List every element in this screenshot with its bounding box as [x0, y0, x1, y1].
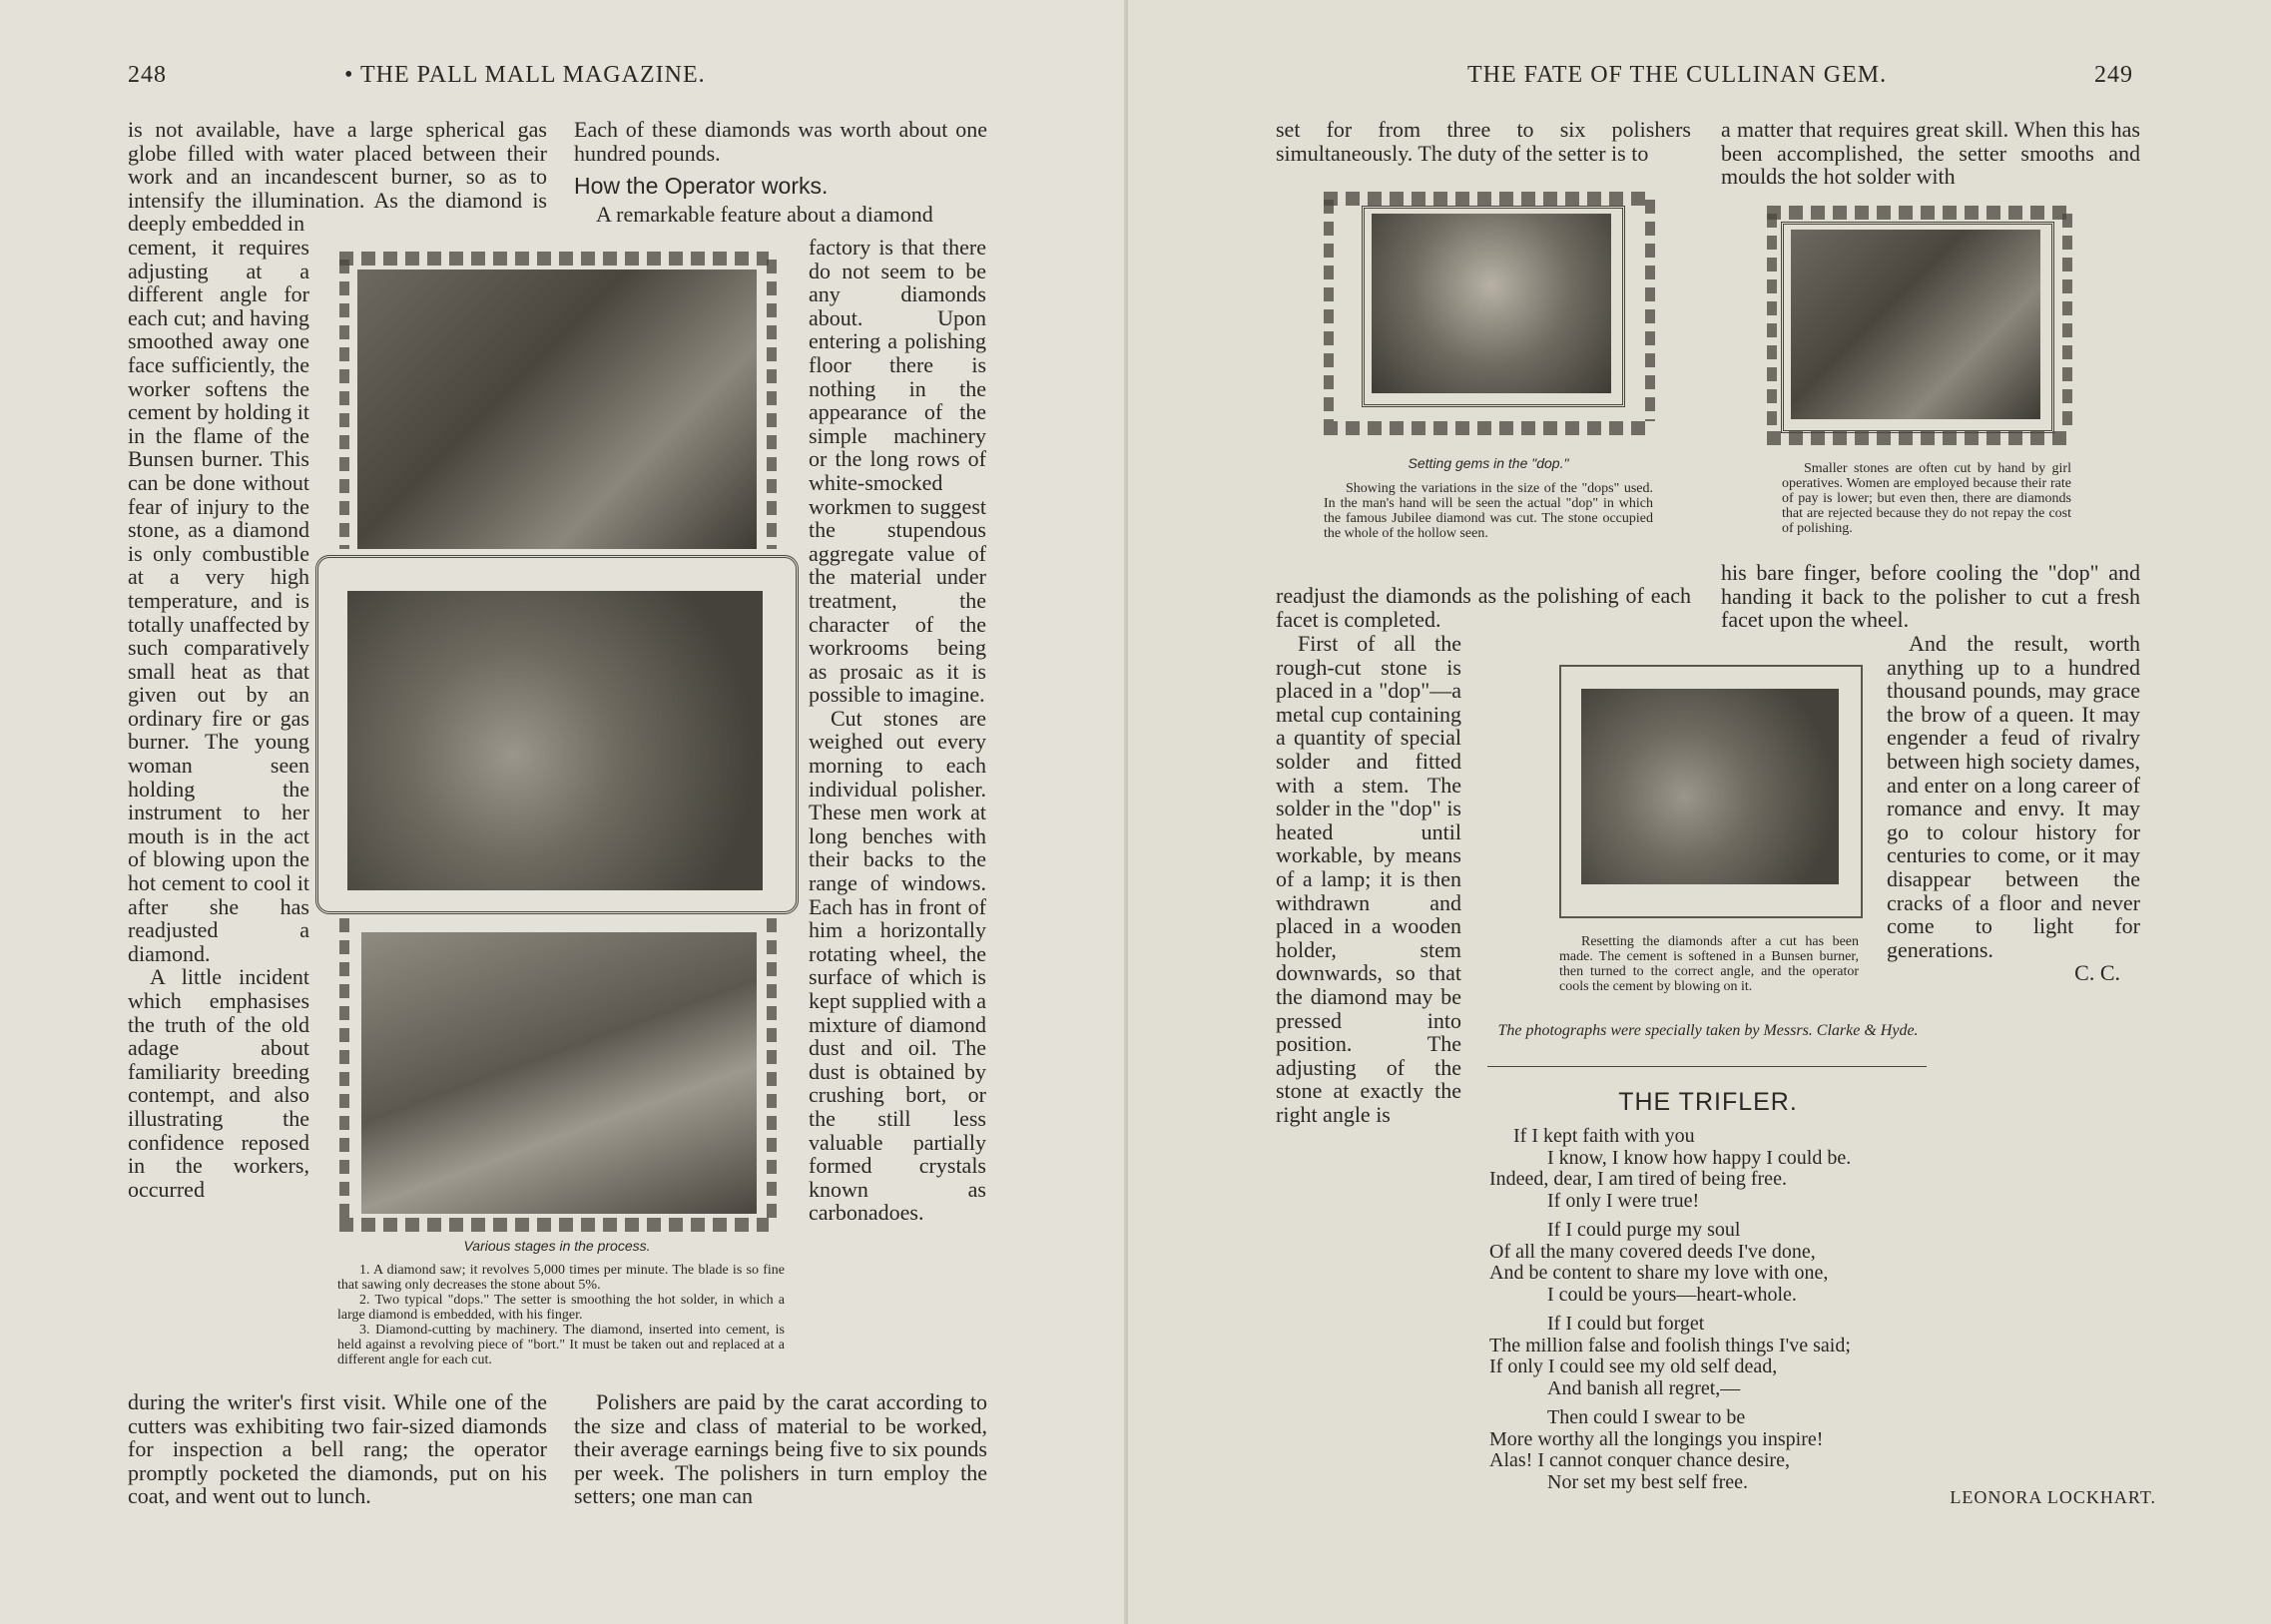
photo-setting-gems: [1372, 214, 1611, 393]
left-page: [0, 0, 1128, 1624]
left-col2-top: Each of these diamonds was worth about one hundred pounds. How the Operator works. A remarkable feature about a diamond: [574, 117, 987, 227]
left-col2-narrow: factory is that there do not seem to be any diamonds about. Upon entering a polishing floor there is nothing in the appearance of the simple machinery or the long rows of white-smocked workmen to suggest the stupendous aggregate value of the material under treatment, the character of the workrooms being as prosaic as it is possible to imagine. Cut stones are weighed out every morning to each individual polisher. These men work at long benches with their backs to the range of windows. Each has in front of him a horizontally rotating wheel, the surface of which is kept supplied with a mixture of diamond dust and oil. The dust is obtained by crushing bort, or the still less valuable partially formed crystals known as carbonadoes.: [809, 235, 986, 1226]
left-col2-bottom: Polishers are paid by the carat according to the size and class of material to be worked, their average earnings being five to six pounds per week. The polishers in turn employ the setters; one man can: [574, 1389, 987, 1509]
ornament-right-1: [767, 260, 777, 549]
page-number-right: 249: [2094, 62, 2133, 88]
ornament-fig1-top: [1324, 192, 1653, 206]
left-col1-bottom: during the writer's first visit. While one of the cutters was exhibiting two fair-sized diamonds for inspection a bell rang; the operator promptly pocketed the diamonds, put on his coat, and went out to lunch.: [128, 1389, 547, 1509]
photo-diamond-cutting-machine: [361, 932, 757, 1214]
right-col1-top: set for from three to six polishers simultaneously. The duty of the setter is to: [1276, 117, 1691, 166]
right-page: [1128, 0, 2271, 1624]
signature-cc: C. C.: [2074, 960, 2120, 986]
fig3-caption: Resetting the diamonds after a cut has been made. The cement is softened in a Bunsen burner, then turned to the correct angle, and the operator cools the cement by blowing on it.: [1559, 934, 1859, 994]
ornament-left-1: [339, 260, 349, 549]
right-col2-top: a matter that requires great skill. When this has been accomplished, the setter smooths and moulds the hot solder with: [1721, 117, 2140, 190]
photo-diamond-saw: [357, 270, 757, 549]
ornament-fig1-right: [1645, 200, 1655, 421]
right-col2-narrow: And the result, worth anything up to a hundred thousand pounds, may grace the brow of a queen. It may engender a feud of rivalry between high society dames, and enter on a long career of romance and envy. It may go to colour history for centuries to come, or it may disappear between the cracks of a floor and never come to light for generations. C. C.: [1887, 631, 2140, 986]
ornament-fig2-bottom: [1767, 431, 2072, 445]
photo-two-dops: [347, 591, 763, 890]
photo-resetting-diamonds: [1581, 689, 1839, 884]
photo-girl-operatives: [1791, 230, 2040, 419]
poem-title: THE TRIFLER.: [1618, 1088, 1798, 1116]
ornament-top: [339, 252, 769, 266]
right-col1-mid: readjust the diamonds as the polishing of each facet is completed.: [1276, 583, 1691, 632]
plate-title: Various stages in the process.: [463, 1238, 651, 1254]
right-col2-mid: his bare finger, before cooling the "dop" and handing it back to the polisher to cut a fresh facet upon the wheel.: [1721, 560, 2140, 633]
ornament-fig1-left: [1324, 200, 1334, 421]
fig1-title: Setting gems in the "dop.": [1408, 455, 1569, 471]
ornament-right-3: [767, 918, 777, 1218]
right-col1-narrow: First of all the rough-cut stone is placed in a "dop"—a metal cup containing a quantity of special solder and fitted with a stem. The solder in the "dop" is heated until workable, by means of a lamp; it is then withdrawn and placed in a wooden holder, stem downwards, so that the diamond may be pressed into position. The adjusting of the stone at exactly the right angle is: [1276, 631, 1461, 1127]
ornament-bottom: [339, 1218, 769, 1232]
left-col1-top: is not available, have a large spherical gas globe filled with water placed between their work and an incandescent burner, so as to intensify the illumination. As the diamond is deeply embedded in: [128, 117, 547, 237]
ornament-fig1-bottom: [1324, 421, 1653, 435]
poem-body: If I kept faith with you I know, I know how happy I could be. Indeed, dear, I am tired of being free. If only I were true! If I could purge my soul Of all the many covered deeds I've done, And be content to share my love with one, I could be yours—heart-whole. If I could but forget The million false and foolish things I've said; If only I could see my old self dead, And banish all regret,— Then could I swear to be More worthy all the longings you inspire! Alas! I cannot conquer chance desire, Nor set my best self free.: [1489, 1125, 1852, 1493]
fig2-caption: Smaller stones are often cut by hand by girl operatives. Women are employed because their rate of pay is lower; but even then, there are diamonds that are rejected because they do not repay the cost of polishing.: [1782, 461, 2071, 536]
left-col1-narrow: cement, it requires adjusting at a different angle for each cut; and having smoothed away one face sufficiently, the worker softens the cement by holding it in the flame of the Bunsen burner. This can be done without fear of injury to the stone, as a diamond is only combustible at a very high temperature, and is totally unaffected by such comparatively small heat as that given out by an ordinary fire or gas burner. The young woman seen holding the instrument to her mouth is in the act of blowing upon the hot cement to cool it after she has readjusted a diamond. A little incident which emphasises the truth of the old adage about familiarity breeding contempt, and also illustrating the confidence reposed in the workers, occurred: [128, 235, 309, 1202]
section-divider: [1487, 1066, 1927, 1067]
fig1-caption: Showing the variations in the size of the "dops" used. In the man's hand will be seen the actual "dop" in which the famous Jubilee diamond was cut. The stone occupied the whole of the hollow seen.: [1324, 481, 1653, 541]
running-head-right: THE FATE OF THE CULLINAN GEM.: [1467, 62, 1888, 88]
plate-caption: 1. A diamond saw; it revolves 5,000 times per minute. The blade is so fine that sawing only decreases the stone about 5%. 2. Two typical "dops." The setter is smoothing the hot solder, in which a large diamond is embedded, with his finger. 3. Diamond-cutting by machinery. The diamond, inserted into cement, is held against a revolving piece of "bort." It must be taken out and replaced at a different angle for each cut.: [337, 1263, 785, 1367]
photo-credit: The photographs were specially taken by Messrs. Clarke & Hyde.: [1497, 1022, 1919, 1039]
running-head-left: • THE PALL MALL MAGAZINE.: [344, 62, 706, 88]
ornament-left-3: [339, 918, 349, 1218]
section-heading: How the Operator works.: [574, 173, 829, 200]
ornament-fig2-left: [1767, 214, 1777, 433]
poem-author: LEONORA LOCKHART.: [1950, 1487, 2156, 1507]
ornament-fig2-right: [2062, 214, 2072, 433]
page-number-left: 248: [128, 62, 167, 88]
ornament-fig2-top: [1767, 206, 2072, 220]
